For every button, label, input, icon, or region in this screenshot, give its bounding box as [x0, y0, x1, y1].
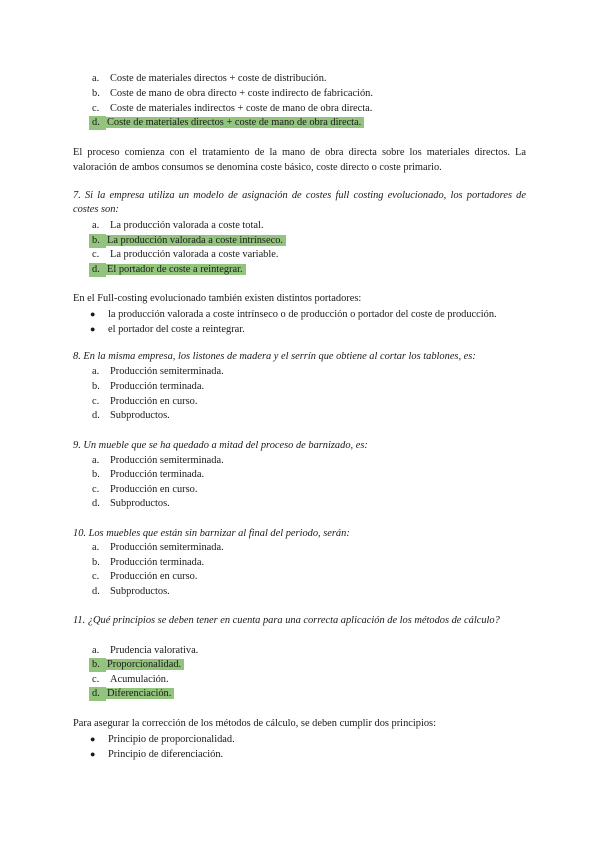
option-text: Prudencia valorativa.: [110, 645, 199, 656]
bullet-item: [90, 747, 223, 762]
option-text: El portador de coste a reintegrar.: [106, 264, 246, 275]
question-7: 7. Si la empresa utiliza un modelo de asignación de costes full costing evolucionado, los portadores de costes son:: [73, 190, 526, 215]
option-b: [92, 556, 207, 570]
option-label: b.: [89, 658, 106, 672]
option-label: a.: [92, 542, 100, 553]
question-9: 9. Un mueble que se ha quedado a mitad del proceso de barnizado, es:: [73, 440, 368, 451]
option-d-correct: [89, 116, 364, 130]
option-text: Producción semiterminada.: [110, 542, 224, 553]
option-text: Producción terminada.: [110, 557, 205, 568]
option-label: b.: [92, 557, 100, 568]
option-label: a.: [92, 73, 100, 84]
option-c: [92, 673, 172, 687]
option-label: a.: [92, 645, 100, 656]
option-c: [92, 570, 200, 584]
option-label: d.: [89, 687, 106, 701]
bullet-icon: ●: [90, 734, 96, 744]
option-a: [92, 219, 267, 233]
option-label: a.: [92, 220, 100, 231]
bullet-icon: ●: [90, 324, 96, 334]
explanation-paragraph: En el Full-costing evolucionado también existen distintos portadores:: [73, 293, 362, 304]
option-text: Diferenciación.: [106, 688, 174, 699]
option-text: Coste de materiales directos + coste de distribución.: [110, 73, 327, 84]
option-text: La producción valorada a coste variable.: [110, 249, 279, 260]
option-text: Proporcionalidad.: [106, 659, 184, 670]
option-label: c.: [92, 571, 100, 582]
option-text: La producción valorada a coste intrínseco.: [106, 235, 286, 246]
option-b: [92, 380, 207, 394]
option-label: b.: [89, 234, 106, 248]
option-d-correct: [89, 687, 174, 701]
option-label: d.: [89, 116, 106, 130]
option-label: c.: [92, 396, 100, 407]
bullet-icon: ●: [90, 749, 96, 759]
option-c: [92, 483, 200, 497]
option-label: c.: [92, 484, 100, 495]
option-text: Subproductos.: [110, 586, 170, 597]
option-text: Subproductos.: [110, 498, 170, 509]
option-b: [92, 468, 207, 482]
bullet-item: [90, 732, 235, 747]
option-text: Producción semiterminada.: [110, 366, 224, 377]
option-text: Producción en curso.: [110, 396, 198, 407]
option-a: [92, 541, 227, 555]
bullet-item: [90, 322, 245, 337]
option-text: Producción en curso.: [110, 571, 198, 582]
option-b-correct: [89, 234, 286, 248]
option-text: Coste de materiales indirectos + coste de mano de obra directa.: [110, 103, 373, 114]
option-a: [92, 644, 201, 658]
option-label: a.: [92, 455, 100, 466]
option-a: [92, 72, 330, 86]
option-text: Coste de mano de obra directo + coste indirecto de fabricación.: [110, 88, 373, 99]
option-label: a.: [92, 366, 100, 377]
bullet-text: Principio de diferenciación.: [108, 749, 224, 760]
option-label: d.: [92, 498, 100, 509]
bullet-text: el portador del coste a reintegrar.: [108, 324, 245, 335]
option-text: Producción terminada.: [110, 381, 205, 392]
option-text: Producción terminada.: [110, 469, 205, 480]
option-d: [92, 409, 173, 423]
question-11: 11. ¿Qué principios se deben tener en cuenta para una correcta aplicación de los métodos de cálculo?: [73, 615, 500, 626]
explanation-paragraph: Para asegurar la corrección de los métodos de cálculo, se deben cumplir dos principios:: [73, 718, 436, 729]
explanation-paragraph: El proceso comienza con el tratamiento de la mano de obra directa sobre los materiales directos. La valoración de ambos consumos se denomina coste básico, coste directo o coste primario.: [73, 147, 526, 173]
option-label: b.: [92, 469, 100, 480]
question-10: 10. Los muebles que están sin barnizar al final del periodo, serán:: [73, 528, 350, 539]
option-c: [92, 395, 200, 409]
option-label: b.: [92, 381, 100, 392]
option-label: b.: [92, 88, 100, 99]
option-text: La producción valorada a coste total.: [110, 220, 264, 231]
option-label: c.: [92, 103, 100, 114]
bullet-icon: ●: [90, 309, 96, 319]
option-c: [92, 102, 375, 116]
option-label: d.: [89, 263, 106, 277]
option-text: Coste de materiales directos + coste de mano de obra directa.: [106, 117, 364, 128]
option-label: c.: [92, 674, 100, 685]
option-label: d.: [92, 410, 100, 421]
question-8: 8. En la misma empresa, los listones de madera y el serrín que obtiene al cortar los tablones, es:: [73, 351, 476, 362]
option-b-correct: [89, 658, 184, 672]
option-c: [92, 248, 281, 262]
option-text: Producción semiterminada.: [110, 455, 224, 466]
bullet-text: la producción valorada a coste intrínseco o de producción o portador del coste de producción.: [108, 309, 497, 320]
option-text: Acumulación.: [110, 674, 169, 685]
option-a: [92, 365, 227, 379]
option-d: [92, 585, 173, 599]
bullet-text: Principio de proporcionalidad.: [108, 734, 235, 745]
option-d-correct: [89, 263, 246, 277]
option-label: c.: [92, 249, 100, 260]
option-label: d.: [92, 586, 100, 597]
bullet-item: [90, 307, 497, 322]
option-b: [92, 87, 376, 101]
option-text: Subproductos.: [110, 410, 170, 421]
option-d: [92, 497, 173, 511]
option-text: Producción en curso.: [110, 484, 198, 495]
option-a: [92, 454, 227, 468]
